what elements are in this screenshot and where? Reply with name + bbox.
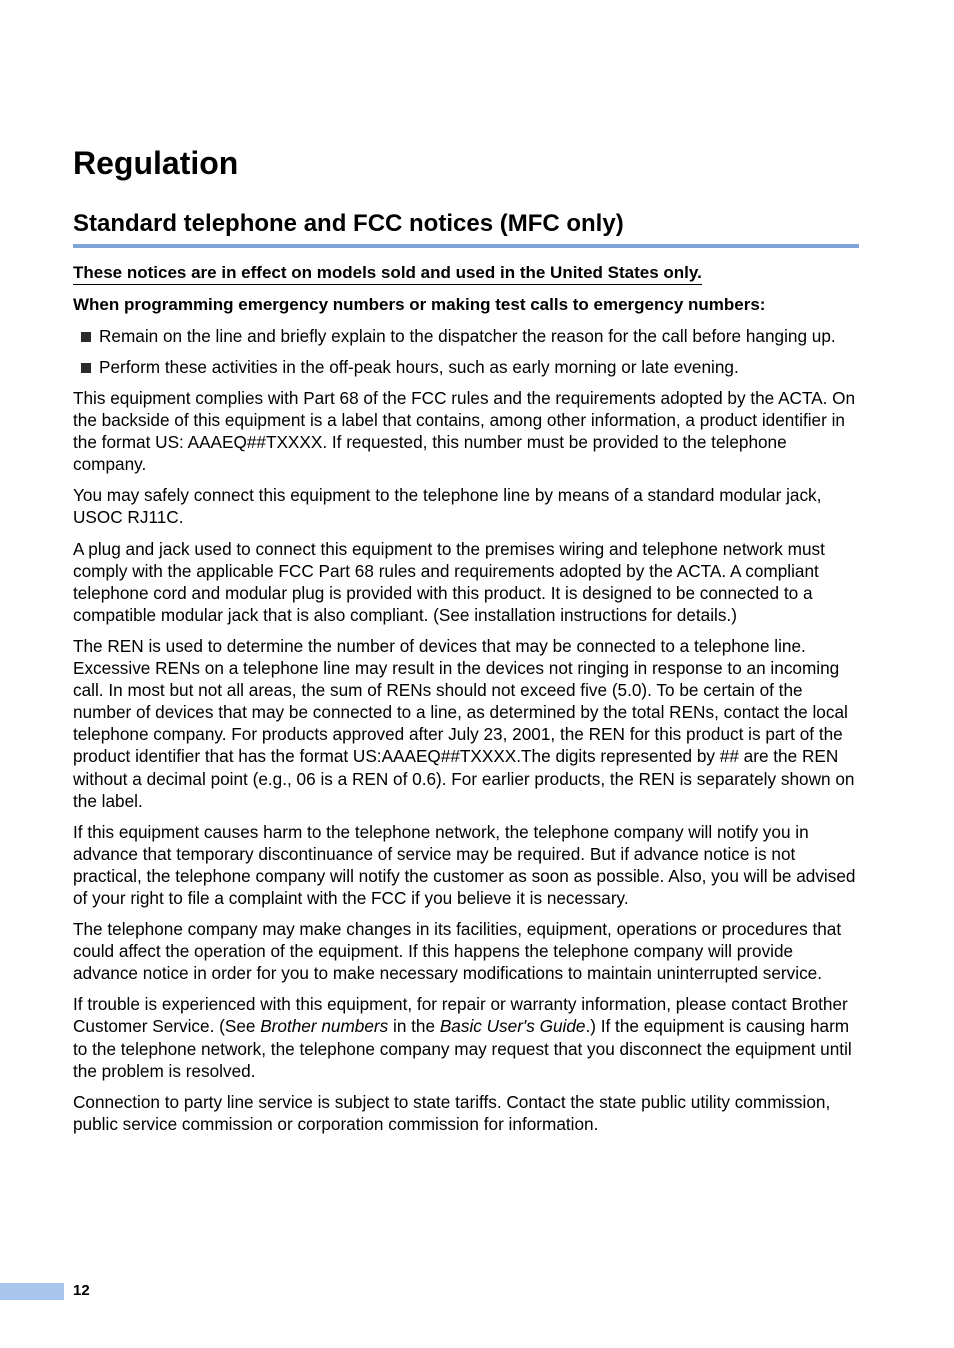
paragraph-ren: The REN is used to determine the number of devices that may be connected to a telephone line. Excessive RENs on a telephone line may result in the devices not ringing in response to an incoming call. In most but not all areas, the sum of RENs should not exceed five (5.0). To be certain of the number of devices that may be connected to a line, as determined by the total RENs, contact the local telephone company. For products approved after July 23, 2001, the REN for this product is part of the product identifier that has the format US:AAAEQ##TXXXX.The digits represented by ## are the REN without a decimal point (e.g., 06 is a REN of 0.6). For earlier products, the REN is separately shown on the label. xyxy=(73,635,855,811)
paragraph-fcc-part68: This equipment complies with Part 68 of the FCC rules and the requirements adopted by the ACTA. On the backside of this equipment is a label that contains, among other information, a product identifier in the format US: AAAEQ##TXXXX. If requested, this number must be provided to the telephone company. xyxy=(73,388,856,475)
brother-numbers-reference: Brother numbers xyxy=(260,1016,389,1037)
square-bullet-icon xyxy=(81,332,91,342)
section-divider xyxy=(73,244,859,248)
trouble-text-1: If trouble is experienced with this equipment, for repair or warranty information, please contact Brother Customer Service. (See xyxy=(73,994,848,1037)
body-text xyxy=(73,262,859,1144)
list-item-text: Perform these activities in the off-peak hours, such as early morning or late evening. xyxy=(99,357,739,377)
basic-users-guide-reference: Basic User's Guide xyxy=(439,1016,586,1037)
paragraph-company-changes: The telephone company may make changes in its facilities, equipment, operations or procedures that could affect the operation of the equipment. If this happens the telephone company will provide advance notice in order for you to make necessary modifications to maintain uninterrupted service. xyxy=(73,919,842,984)
list-item xyxy=(73,356,859,378)
square-bullet-icon xyxy=(81,363,91,373)
section-title: Standard telephone and FCC notices (MFC only) xyxy=(73,210,624,237)
footer-accent-bar xyxy=(0,1283,64,1300)
emergency-list xyxy=(73,325,859,378)
trouble-text-3: .) If the equipment is causing harm to the telephone network, the telephone company may request that you disconnect the equipment until the problem is resolved. xyxy=(73,1016,852,1081)
paragraph-plug-and-jack: A plug and jack used to connect this equipment to the premises wiring and telephone network must comply with the applicable FCC Part 68 rules and requirements adopted by the ACTA. A compliant telephone cord and modular plug is provided with this product. It is designed to be connected to a compatible modular jack that is also compliant. (See installation instructions for details.) xyxy=(73,538,825,625)
paragraph-trouble xyxy=(73,993,859,1081)
trouble-text-2: in the xyxy=(388,1016,440,1037)
page-title: Regulation xyxy=(73,145,239,181)
list-item-text: Remain on the line and briefly explain to the dispatcher the reason for the call before hanging up. xyxy=(99,326,836,346)
paragraph-network-harm: If this equipment causes harm to the telephone network, the telephone company will notify you in advance that temporary discontinuance of service may be required. But if advance notice is not practical, the telephone company will notify the customer as soon as possible. Also, you will be advised of your right to file a complaint with the FCC if you believe it is necessary. xyxy=(73,821,856,908)
paragraph-modular-jack: You may safely connect this equipment to the telephone line by means of a standard modular jack, USOC RJ11C. xyxy=(73,485,822,528)
list-item xyxy=(73,325,859,347)
page-number: 12 xyxy=(73,1282,90,1299)
us-notice: These notices are in effect on models sold and used in the United States only. xyxy=(73,262,702,285)
paragraph-party-line: Connection to party line service is subject to state tariffs. Contact the state public utility commission, public service commission or corporation commission for information. xyxy=(73,1091,831,1134)
emergency-heading: When programming emergency numbers or making test calls to emergency numbers: xyxy=(73,295,766,314)
